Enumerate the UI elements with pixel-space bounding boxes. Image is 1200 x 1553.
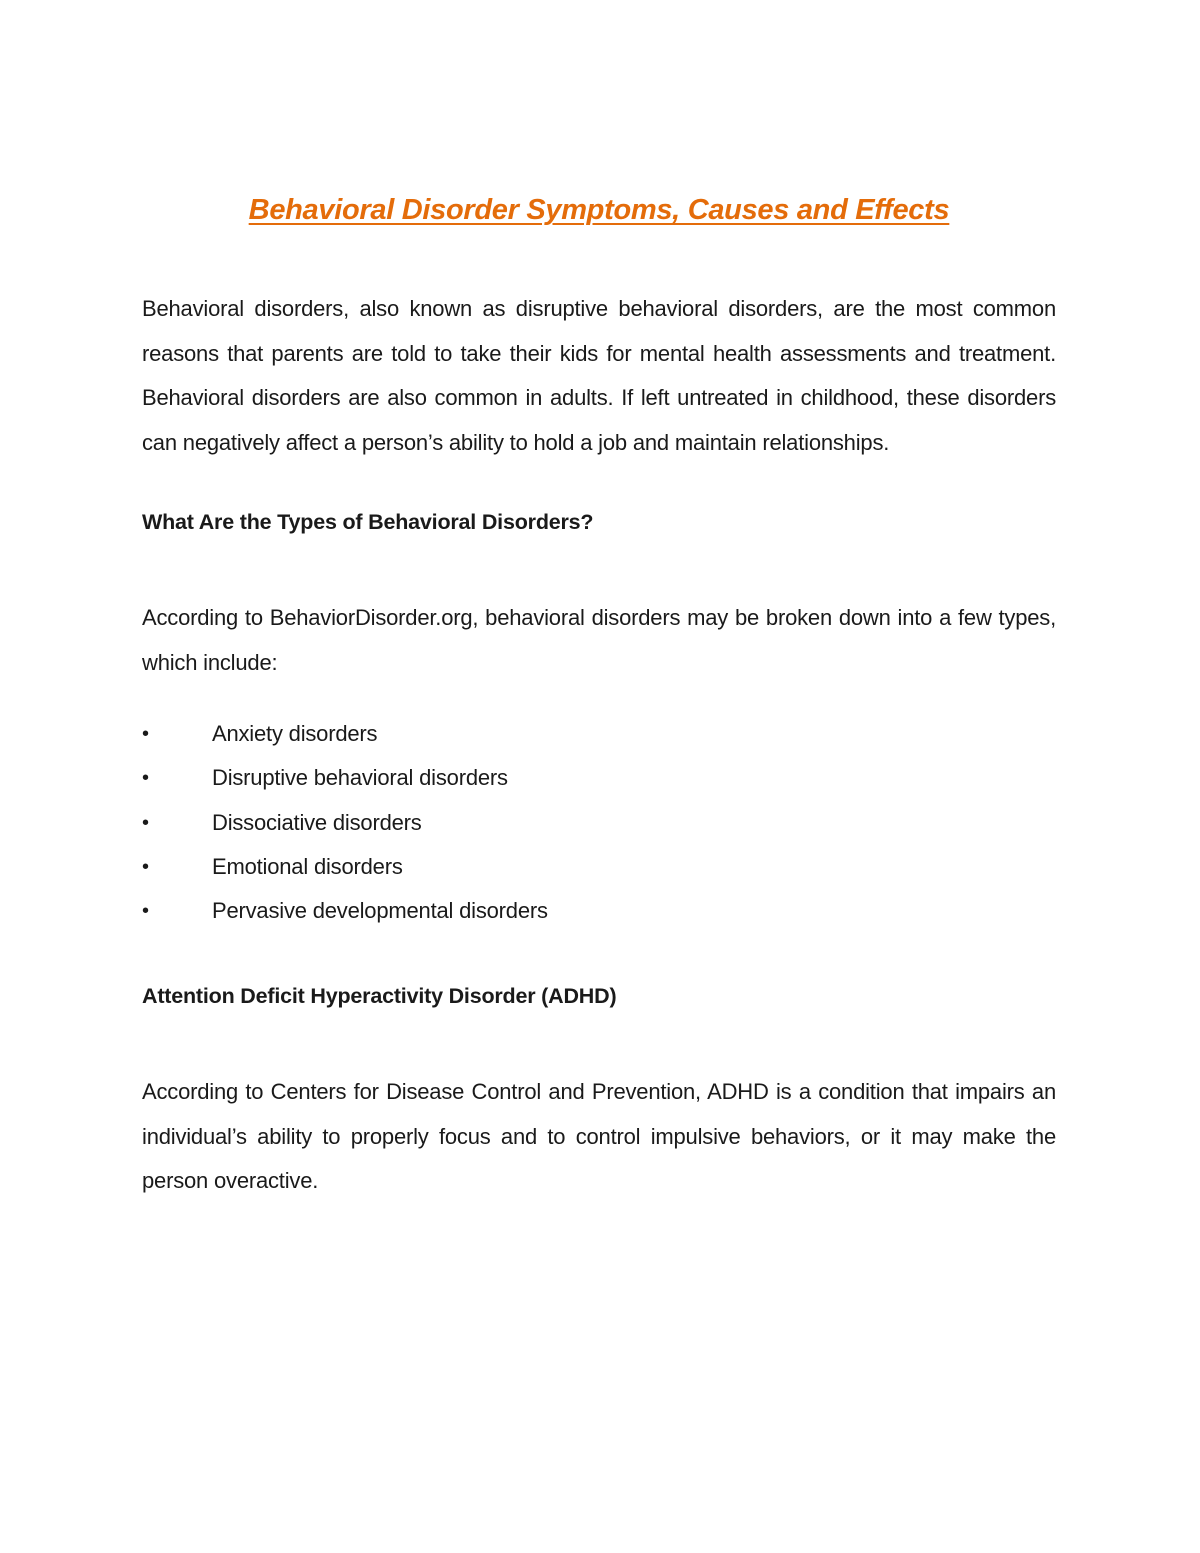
list-item-label: Anxiety disorders — [212, 721, 378, 746]
list-item-label: Emotional disorders — [212, 853, 403, 879]
document-body — [142, 188, 1056, 1204]
bullet-icon: • — [142, 723, 149, 745]
intro-paragraph: Behavioral disorders, also known as disruptive behavioral disorders, are the most common reasons that parents are told to take their kids for mental health assessments and treatment. Behavioral disorders are also common in adults. If left untreated in childhood, these disorders can negatively affect a person’s ability to hold a job and maintain relationships. — [142, 296, 1056, 455]
list-item-label: Dissociative disorders — [212, 809, 422, 835]
list-item — [142, 889, 1056, 933]
bullet-icon: • — [142, 811, 149, 834]
list-item-label: Pervasive developmental disorders — [212, 898, 548, 924]
list-item — [142, 801, 1056, 845]
bullet-icon: • — [142, 855, 149, 878]
bullet-icon: • — [142, 900, 149, 923]
adhd-paragraph: According to Centers for Disease Control and Prevention, ADHD is a condition that impairs an individual’s ability to properly focus and to control impulsive behaviors, or it may make the person overactive. — [142, 1079, 1056, 1194]
list-item — [142, 845, 1056, 889]
list-item — [142, 712, 1056, 756]
types-list — [142, 712, 1056, 933]
adhd-heading: Attention Deficit Hyperactivity Disorder (ADHD) — [142, 984, 617, 1009]
list-item — [142, 756, 1056, 800]
bullet-icon: • — [142, 767, 149, 790]
types-heading: What Are the Types of Behavioral Disorders? — [142, 510, 594, 534]
list-item-label: Disruptive behavioral disorders — [212, 765, 508, 791]
document-title: Behavioral Disorder Symptoms, Causes and Effects — [248, 194, 950, 226]
types-paragraph: According to BehaviorDisorder.org, behavioral disorders may be broken down into a few types, which include: — [142, 605, 1056, 675]
